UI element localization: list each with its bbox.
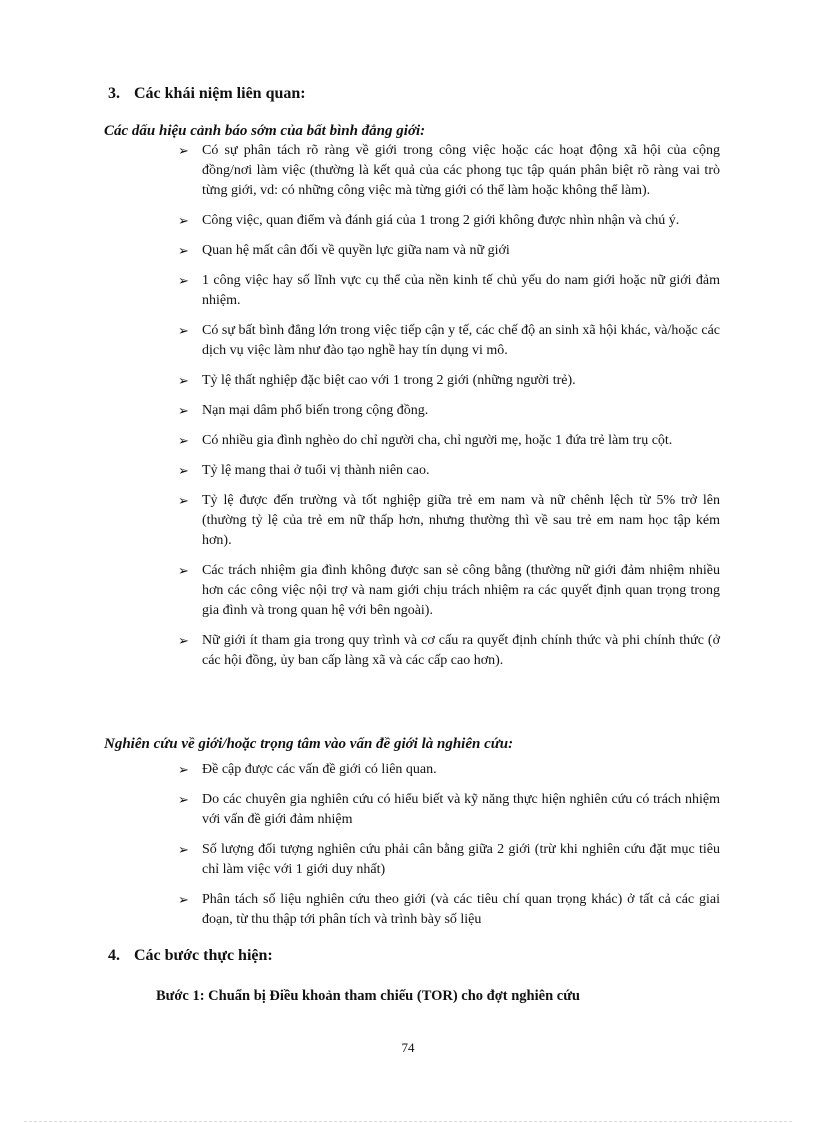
list-item-text: Có sự bất bình đẳng lớn trong việc tiếp cận y tế, các chế độ an sinh xã hội khác, và/hoặc các dịch vụ việc làm như đào tạo nghề hay tín dụng vi mô.: [202, 323, 720, 358]
list-item-text: Nạn mại dâm phổ biến trong cộng đồng.: [202, 403, 429, 418]
arrow-bullet-icon: ➢: [178, 842, 189, 857]
list-item: [178, 371, 720, 391]
arrow-bullet-icon: ➢: [178, 143, 189, 158]
arrow-bullet-icon: ➢: [178, 762, 189, 777]
page-number: 74: [401, 1040, 415, 1055]
warning-signs-list: [178, 141, 720, 681]
list-item: [178, 431, 720, 451]
arrow-bullet-icon: ➢: [178, 243, 189, 258]
section-3-heading: [108, 84, 306, 104]
list-item: [178, 321, 720, 361]
arrow-bullet-icon: ➢: [178, 633, 189, 648]
list-item: [178, 141, 720, 201]
section-3-title: Các khái niệm liên quan:: [134, 85, 306, 102]
list-item-text: Số lượng đối tượng nghiên cứu phải cân bằng giữa 2 giới (trừ khi nghiên cứu đặt mục tiêu chỉ làm việc với 1 giới duy nhất): [202, 842, 720, 877]
list-item: [178, 271, 720, 311]
list-item-text: Nữ giới ít tham gia trong quy trình và cơ cấu ra quyết định chính thức và phi chính thức (ở các hội đồng, ủy ban cấp làng xã và các cấp cao hơn).: [202, 633, 720, 668]
warning-signs-heading: Các dấu hiệu cảnh báo sớm của bất bình đẳng giới:: [104, 123, 426, 139]
step-1-heading: Bước 1: Chuẩn bị Điều khoản tham chiếu (TOR) cho đợt nghiên cứu: [156, 988, 580, 1004]
arrow-bullet-icon: ➢: [178, 273, 189, 288]
list-item-text: Có sự phân tách rõ ràng về giới trong công việc hoặc các hoạt động xã hội của cộng đồng/nơi làm việc (thường là kết quả của các phong tục tập quán phân biệt rõ ràng vai trò từng giới, vd: có những công việc mà từng giới có thể làm hoặc không thể làm).: [202, 143, 720, 198]
list-item: [178, 241, 720, 261]
list-item-text: 1 công việc hay số lĩnh vực cụ thể của nền kinh tế chủ yếu do nam giới hoặc nữ giới đảm nhiệm.: [202, 273, 720, 308]
list-item-text: Tỷ lệ thất nghiệp đặc biệt cao với 1 trong 2 giới (những người trẻ).: [202, 373, 576, 388]
section-4-number: 4.: [108, 947, 120, 964]
list-item: [178, 401, 720, 421]
list-item-text: Do các chuyên gia nghiên cứu có hiểu biết và kỹ năng thực hiện nghiên cứu có trách nhiệm với vấn đề giới đảm nhiệm: [202, 792, 720, 827]
list-item: [178, 790, 720, 830]
list-item-text: Tỷ lệ được đến trường và tốt nghiệp giữa trẻ em nam và nữ chênh lệch từ 5% trở lên (thường tỷ lệ của trẻ em nữ thấp hơn, nhưng thường thì về sau trẻ em nam học tập kém hơn).: [202, 493, 720, 548]
arrow-bullet-icon: ➢: [178, 403, 189, 418]
list-item-text: Phân tách số liệu nghiên cứu theo giới (và các tiêu chí quan trọng khác) ở tất cả các giai đoạn, từ thu thập tới phân tích và trình bày số liệu: [202, 892, 720, 927]
list-item: [178, 631, 720, 671]
list-item: [178, 760, 720, 780]
arrow-bullet-icon: ➢: [178, 463, 189, 478]
list-item-text: Công việc, quan điểm và đánh giá của 1 trong 2 giới không được nhìn nhận và chú ý.: [202, 213, 680, 228]
list-item: [178, 461, 720, 481]
list-item: [178, 561, 720, 621]
section-4-title: Các bước thực hiện:: [134, 947, 273, 964]
list-item-text: Tỷ lệ mang thai ở tuổi vị thành niên cao.: [202, 463, 430, 478]
list-item-text: Đề cập được các vấn đề giới có liên quan.: [202, 762, 437, 777]
list-item-text: Có nhiều gia đình nghèo do chỉ người cha, chỉ người mẹ, hoặc 1 đứa trẻ làm trụ cột.: [202, 433, 673, 448]
arrow-bullet-icon: ➢: [178, 563, 189, 578]
arrow-bullet-icon: ➢: [178, 792, 189, 807]
list-item: [178, 840, 720, 880]
list-item: [178, 491, 720, 551]
list-item: [178, 890, 720, 930]
section-3-number: 3.: [108, 85, 120, 102]
list-item-text: Quan hệ mất cân đối về quyền lực giữa nam và nữ giới: [202, 243, 510, 258]
gender-research-heading: Nghiên cứu về giới/hoặc trọng tâm vào vấn đề giới là nghiên cứu:: [104, 736, 514, 752]
arrow-bullet-icon: ➢: [178, 892, 189, 907]
list-item-text: Các trách nhiệm gia đình không được san sẻ công bằng (thường nữ giới đảm nhiệm nhiều hơn các công việc nội trợ và nam giới chịu trách nhiệm ra các quyết định quan trọng trong gia đình và trong quan hệ với bên ngoài).: [202, 563, 720, 618]
page-bottom-divider: [24, 1121, 792, 1122]
section-4-heading: [108, 946, 273, 966]
gender-research-list: [178, 760, 720, 940]
arrow-bullet-icon: ➢: [178, 323, 189, 338]
arrow-bullet-icon: ➢: [178, 213, 189, 228]
arrow-bullet-icon: ➢: [178, 493, 189, 508]
arrow-bullet-icon: ➢: [178, 433, 189, 448]
arrow-bullet-icon: ➢: [178, 373, 189, 388]
list-item: [178, 211, 720, 231]
